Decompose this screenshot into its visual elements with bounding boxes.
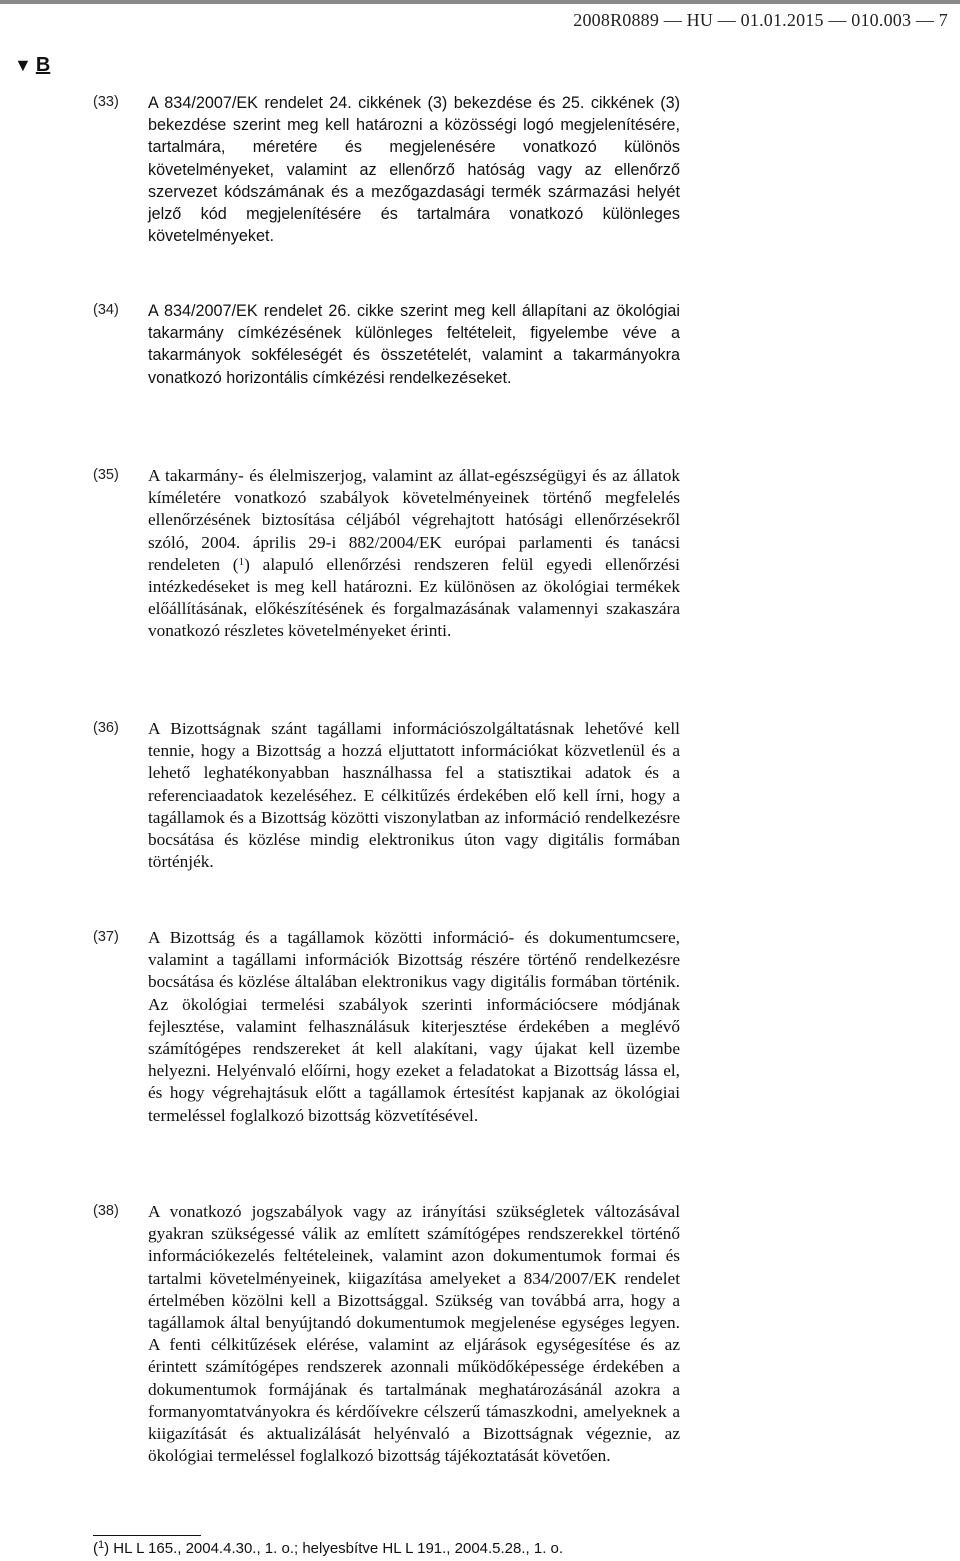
recital-number: (38)	[93, 1203, 119, 1219]
recital-text-part: ) alapuló ellenőrzési rendszeren felül egyedi ellenőrzési intézkedéseket is meg kell határozni. Ez különösen az ökológiai termékek előállításának, előkészítésének és forgalmazásának valamennyi szakaszára vonatkozó részletes követelményeket érinti.	[148, 554, 680, 641]
recital-text: A Bizottság és a tagállamok közötti információ- és dokumentumcsere, valamint a tagállami információk Bizottság részére történő rendelkezésre bocsátása és közlése általában elektronikus vagy digitális formában történik. Az ökológiai termelési szabályok szerinti információcsere módjának fejlesztése, valamint felhasználásuk kiterjesztése érdekében a meglévő számítógépes rendszereket át kell alakítani, vagy újakat kell üzembe helyezni. Helyénvaló előírni, hogy ezeket a feladatokat a Bizottság lássa el, és hogy végrehajtásuk előtt a tagállamok értesítést kapjanak az ökológiai termeléssel foglalkozó bizottság közvetítésével.	[148, 928, 680, 1125]
footnote-ref[interactable]: 1	[238, 555, 245, 568]
recital-text: A 834/2007/EK rendelet 24. cikkének (3) bekezdése és 25. cikkének (3) bekezdése szerint meg kell határozni a közösségi logó megjelenítésére, tartalmára, méretére és megjelenésére vonatkozó különös követelményeket, valamint az ellenőrző hatóság vagy az ellenőrző szervezet kódszámának és a mezőgazdasági termék származási helyét jelző kód megjelenítésére és tartalmára vonatkozó különleges követelményeket.	[148, 94, 680, 246]
recital-number: (36)	[93, 720, 119, 736]
recital-number: (34)	[93, 302, 119, 318]
consolidation-marker	[14, 54, 50, 77]
recital-text: A vonatkozó jogszabályok vagy az irányítási szükségletek változásával gyakran szükségessé válik az említett számítógépes rendszerekkel történő információkezelés feltételeinek, valamint azon dokumentumok formai és tartalmi követelményeinek, kiigazítása amelyeket a 834/2007/EK rendelet értelmében közölni kell a Bizottsággal. Szükség van továbbá arra, hogy a tagállamok által benyújtandó dokumentumok megjelenése egységes legyen. A fenti célkitűzések elérése, valamint az eljárások egységesítése és az érintett számítógépes rendszerek azonnali működőképessége érdekében a dokumentumok formájának és tartalmának meghatározásánál azokra a formanyomtatványokra és kérdőívekre célszerű támaszkodni, amelyeknek a kiigazítását és aktualizálását helyénvaló a Bizottságnak végeznie, az ökológiai termeléssel foglalkozó bizottság tájékoztatását követően.	[148, 1202, 680, 1466]
recital-text: A 834/2007/EK rendelet 26. cikke szerint meg kell állapítani az ökológiai takarmány címkézésének különleges feltételeit, figyelembe véve a takarmányok sokféleségét és összetételét, valamint a takarmányokra vonatkozó horizontális címkézési rendelkezéseket.	[148, 302, 680, 387]
footnote-rule	[93, 1535, 201, 1536]
recital-text: A Bizottságnak szánt tagállami információszolgáltatásnak lehetővé kell tennie, hogy a Bizottság a hozzá eljuttatott információkat közvetlenül és a lehető leghatékonyabban használhassa fel a statisztikai adatok és a referenciaadatok kezeléséhez. E célkitűzés érdekében elő kell írni, hogy a tagállamok és a Bizottság közötti viszonylatban az információ rendelkezésre bocsátása és közlése mindig elektronikus úton vagy digitális formában történjék.	[148, 719, 680, 872]
footnote-text: HL L 165., 2004.4.30., 1. o.; helyesbítve HL L 191., 2004.5.28., 1. o.	[113, 1540, 564, 1557]
running-header: 2008R0889 — HU — 01.01.2015 — 010.003 — 7	[573, 10, 948, 30]
recital-text	[148, 465, 680, 643]
footnote-number: 1	[98, 1539, 105, 1551]
triangle-down-icon: ▼	[14, 55, 32, 75]
recital-number: (37)	[93, 929, 119, 945]
recital-text-part: A takarmány- és élelmiszerjog, valamint az állat-egészségügyi és az állatok kíméletére vonatkozó szabályok követelményeinek történő megfelelés ellenőrzésének biztosítása céljából végrehajtott hatósági ellenőrzésekről szóló, 2004. április 29-i 882/2004/EK európai parlamenti és tanácsi rendeleten (	[148, 466, 680, 574]
header-rule	[0, 0, 960, 4]
recital-number: (35)	[93, 467, 119, 483]
marker-letter: B	[35, 54, 51, 76]
recital-number: (33)	[93, 94, 119, 110]
footnote: ($^1$) HL L 165., 2004.4.30., 1. o.; helyesbítve HL L 191., 2004.5.28., 1. o.	[93, 1539, 564, 1557]
